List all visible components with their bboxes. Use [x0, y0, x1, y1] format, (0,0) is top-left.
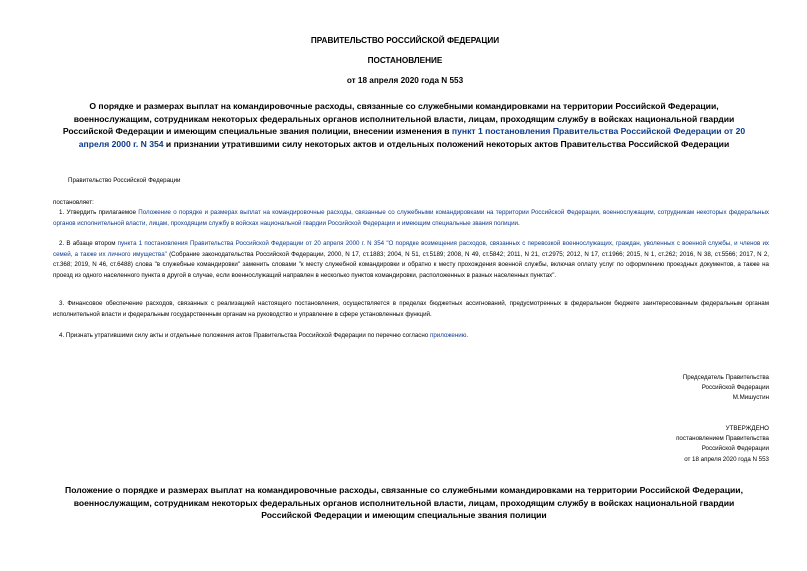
- paragraph-4-end: .: [466, 332, 469, 339]
- document-type-heading: ПОСТАНОВЛЕНИЕ: [367, 56, 443, 65]
- title-link-postanovlenie-354[interactable]: пункт 1 постановления Правительства Российской Федерации от 20 апреля 2000 г. N 354: [78, 126, 746, 149]
- paragraph-1-link-regulation[interactable]: Положение о порядке и размерах выплат на командировочные расходы, связанные со служебными командировками на территории Российской Федерации, военнослужащим, сотрудникам некоторых федеральных органов исполнительной власти, лицам, проходящим службу в войсках национальной гвардии Российской Федерации и имеющим специальные звания полиции: [53, 209, 769, 227]
- approval-block: [676, 424, 769, 465]
- paragraph-2-rest: (Собрание законодательства Российской Федерации, 2000, N 17, ст.1883; 2004, N 51, ст.5189; 2008, N 49, ст.5842; 2011, N 21, ст.2975; 2012, N 17, ст.1966; 2015, N 1, ст.262; 2016, N 38, ст.5566; 2017, N 2, ст.368; 2019, N 46, ст.6488) слова "в служебные командировки" заменить словами "к месту служебной командировки и обратно к месту прохождения военной службы, включая оплату услуг по оформлению проездных документов, а также на проезд из одного населенного пункта в другой в случае, если военнослужащий направлен в несколько пунктов командировки, расположенных в разных населенных пунктах".: [53, 250, 769, 279]
- document-title: [62, 100, 746, 150]
- approval-line-4: от 18 апреля 2020 года N 553: [684, 455, 769, 463]
- signature-name: М.Мишустин: [732, 394, 769, 402]
- paragraph-4-text: 4. Признать утратившими силу акты и отдельные положения актов Правительства Российской Федерации по перечню согласно: [59, 332, 430, 339]
- document-date-number: от 18 апреля 2020 года N 553: [346, 76, 464, 85]
- paragraph-1: [53, 208, 769, 229]
- paragraph-2-text: 2. В абзаце втором: [59, 240, 118, 247]
- approval-line-3: Российской Федерации: [701, 445, 769, 453]
- paragraph-4-link-annex[interactable]: приложению: [429, 332, 467, 339]
- paragraph-2: [53, 239, 769, 281]
- approval-line-2: постановлением Правительства: [676, 435, 769, 443]
- issuer-text: Правительство Российской Федерации: [68, 177, 181, 184]
- resolves-text: постановляет:: [53, 199, 94, 206]
- paragraph-3: 3. Финансовое обеспечение расходов, связанных с реализацией настоящего постановления, осуществляется в пределах бюджетных ассигнований, предусмотренных в федеральном бюджете заинтересованным федеральным органам исполнительной власти и федеральным государственным органам на руководство и управление в сфере установленных функций.: [53, 300, 769, 318]
- signature-position: Председатель Правительства: [682, 374, 769, 381]
- title-text-part1: О порядке и размерах выплат на командировочные расходы, связанные со служебными командировками на территории Российской Федерации, военнослужащим, сотрудникам некоторых федеральных органов исполнительной власти, лицам, проходящим службу в войсках национальной гвардии Российской Федерации и имеющим специальные звания полиции, внесении изменения в: [62, 101, 735, 136]
- government-heading: ПРАВИТЕЛЬСТВО РОССИЙСКОЙ ФЕДЕРАЦИИ: [310, 36, 500, 45]
- annex-title: Положение о порядке и размерах выплат на командировочные расходы, связанные со служебными командировками на территории Российской Федерации, военнослужащим, сотрудникам некоторых федеральных органов исполнительной власти, лицам, проходящим службу в войсках национальной гвардии Российской Федерации и имеющим специальные звания полиции: [65, 485, 743, 520]
- approval-heading: УТВЕРЖДЕНО: [725, 425, 769, 432]
- paragraph-2-link-postanovlenie-354[interactable]: пункта 1 постановления Правительства Российской Федерации от 20 апреля 2000 г. N 354 "О порядке возмещения расходов, связанных с перевозкой военнослужащих, граждан, уволенных с военной службы, и членов их семей, а также их личного имущества": [53, 240, 770, 258]
- title-text-part2: и признании утратившими силу некоторых актов и отдельных положений некоторых актов Правительства Российской Федерации: [163, 138, 730, 149]
- paragraph-1-end: .: [517, 219, 520, 227]
- signature-block: [683, 373, 769, 404]
- paragraph-1-text: 1. Утвердить прилагаемое: [59, 209, 139, 216]
- signature-organization: Российской Федерации: [701, 384, 769, 392]
- paragraph-4: [53, 331, 769, 342]
